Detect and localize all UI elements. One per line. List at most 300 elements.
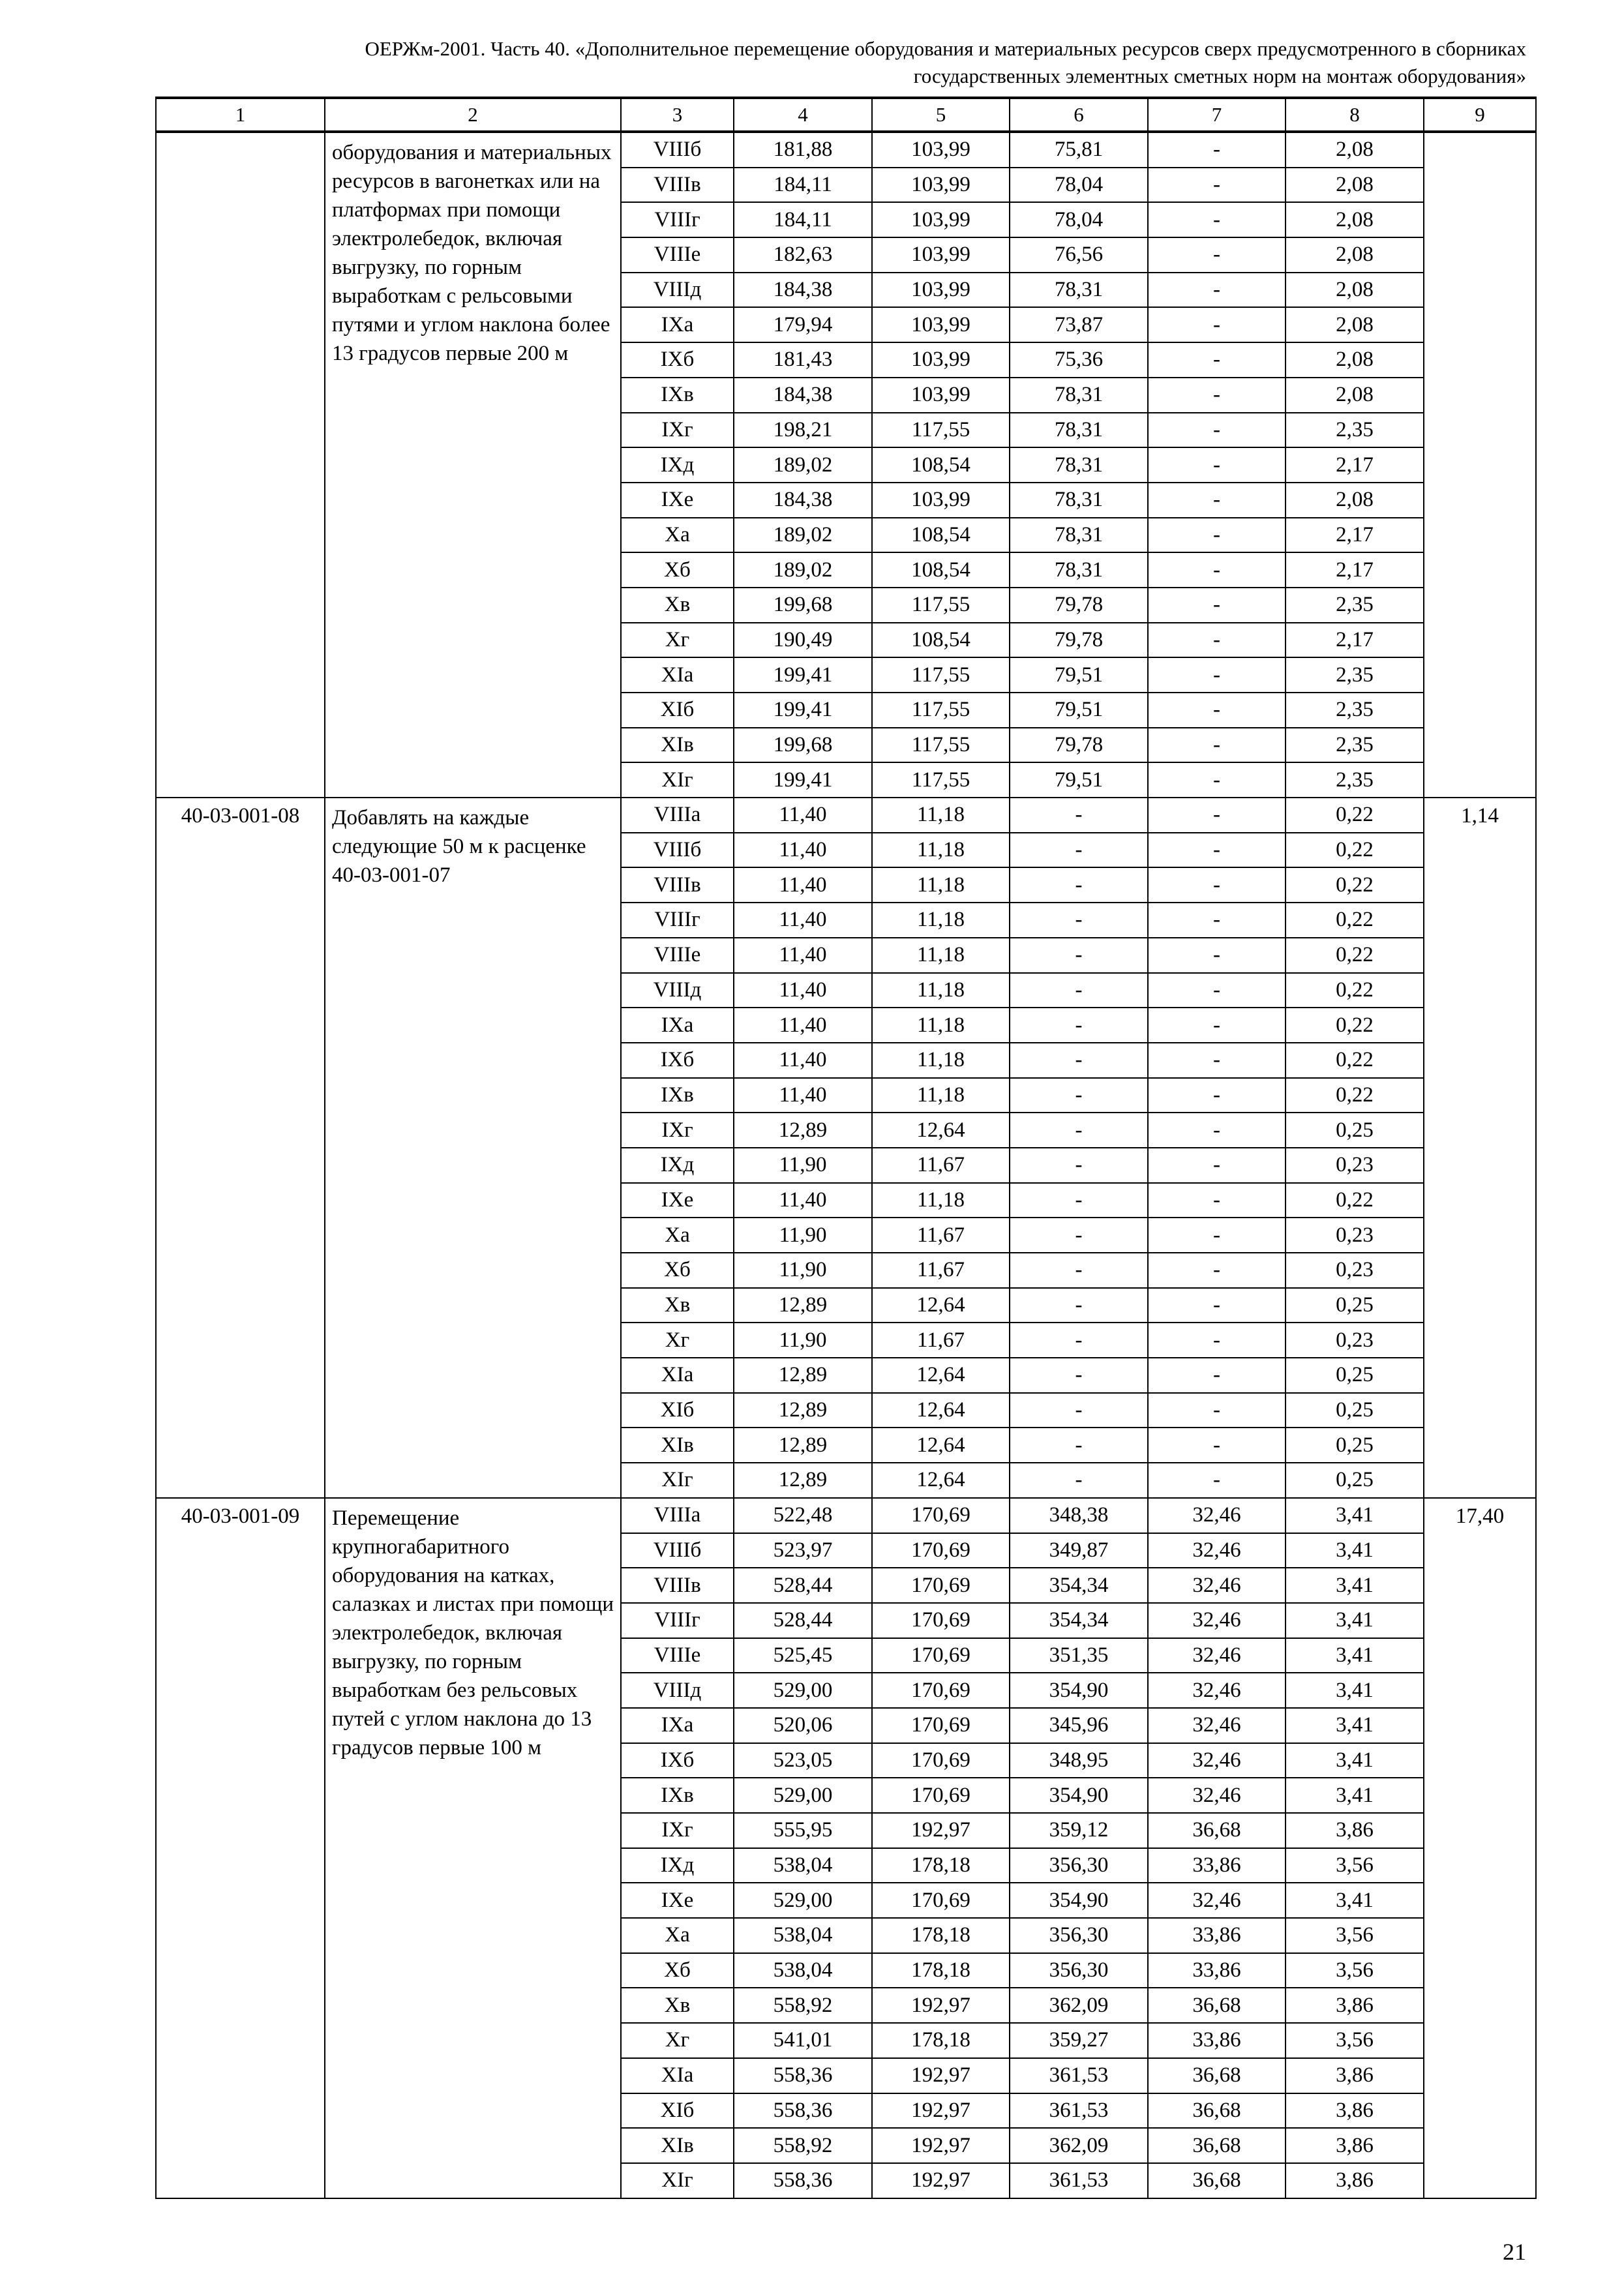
zone-cell: XIб bbox=[621, 693, 734, 728]
total-cost-cell: 189,02 bbox=[734, 552, 872, 588]
total-cost-cell: 189,02 bbox=[734, 447, 872, 483]
rate-description: оборудования и материальных ресурсов в вагонетках или на платформах при помощи электролебедок, включая выгрузку, по горным выработкам с рельсовыми путями и углом наклона более 13 градусов первые 200 м bbox=[325, 132, 621, 798]
labor-hours-cell: 3,86 bbox=[1286, 2058, 1424, 2093]
machine-cost-cell: 79,51 bbox=[1010, 657, 1148, 693]
rate-code bbox=[156, 132, 325, 798]
labor-hours-cell: 2,17 bbox=[1286, 518, 1424, 553]
machine-cost-cell: 79,51 bbox=[1010, 762, 1148, 798]
column-number: 6 bbox=[1010, 98, 1148, 132]
operator-pay-cell: - bbox=[1148, 588, 1286, 623]
labor-cost-cell: 170,69 bbox=[872, 1673, 1010, 1708]
labor-cost-cell: 192,97 bbox=[872, 1813, 1010, 1848]
machine-cost-cell: - bbox=[1010, 1463, 1148, 1498]
machine-cost-cell: 348,38 bbox=[1010, 1498, 1148, 1533]
machine-cost-cell: 345,96 bbox=[1010, 1708, 1148, 1743]
labor-hours-cell: 2,08 bbox=[1286, 132, 1424, 168]
zone-cell: XIв bbox=[621, 1428, 734, 1463]
total-cost-cell: 199,41 bbox=[734, 657, 872, 693]
operator-pay-cell: 36,68 bbox=[1148, 2058, 1286, 2093]
zone-cell: IXа bbox=[621, 307, 734, 342]
labor-cost-cell: 170,69 bbox=[872, 1743, 1010, 1778]
labor-hours-cell: 0,25 bbox=[1286, 1463, 1424, 1498]
labor-hours-cell: 2,35 bbox=[1286, 413, 1424, 448]
zone-cell: IXд bbox=[621, 1848, 734, 1883]
labor-cost-cell: 103,99 bbox=[872, 273, 1010, 308]
operator-pay-cell: - bbox=[1148, 378, 1286, 413]
operator-pay-cell: - bbox=[1148, 762, 1286, 798]
labor-hours-cell: 3,41 bbox=[1286, 1743, 1424, 1778]
total-cost-cell: 558,92 bbox=[734, 1988, 872, 2023]
labor-cost-cell: 192,97 bbox=[872, 2163, 1010, 2198]
operator-pay-cell: - bbox=[1148, 973, 1286, 1008]
machine-cost-cell: 361,53 bbox=[1010, 2093, 1148, 2129]
machine-cost-cell: - bbox=[1010, 1113, 1148, 1148]
labor-cost-cell: 108,54 bbox=[872, 552, 1010, 588]
labor-hours-cell: 0,23 bbox=[1286, 1253, 1424, 1288]
labor-cost-cell: 11,18 bbox=[872, 867, 1010, 903]
labor-hours-cell: 3,41 bbox=[1286, 1603, 1424, 1638]
labor-hours-cell: 0,22 bbox=[1286, 798, 1424, 833]
total-cost-cell: 11,40 bbox=[734, 938, 872, 973]
zone-cell: XIб bbox=[621, 1393, 734, 1428]
zone-cell: IXг bbox=[621, 413, 734, 448]
zone-cell: VIIIг bbox=[621, 1603, 734, 1638]
labor-hours-cell: 0,25 bbox=[1286, 1288, 1424, 1323]
labor-hours-cell: 2,08 bbox=[1286, 237, 1424, 273]
machine-cost-cell: 76,56 bbox=[1010, 237, 1148, 273]
labor-cost-cell: 12,64 bbox=[872, 1393, 1010, 1428]
column-number: 3 bbox=[621, 98, 734, 132]
machine-cost-cell: - bbox=[1010, 903, 1148, 938]
labor-hours-cell: 3,41 bbox=[1286, 1533, 1424, 1568]
machine-cost-cell: 75,81 bbox=[1010, 132, 1148, 168]
operator-pay-cell: - bbox=[1148, 867, 1286, 903]
total-cost-cell: 181,43 bbox=[734, 342, 872, 378]
zone-cell: XIв bbox=[621, 2128, 734, 2163]
machine-cost-cell: 78,04 bbox=[1010, 202, 1148, 237]
operator-pay-cell: - bbox=[1148, 1288, 1286, 1323]
total-cost-cell: 12,89 bbox=[734, 1288, 872, 1323]
zone-cell: IXа bbox=[621, 1008, 734, 1043]
machine-cost-cell: 79,78 bbox=[1010, 728, 1148, 763]
labor-cost-cell: 103,99 bbox=[872, 132, 1010, 168]
machine-cost-cell: - bbox=[1010, 1043, 1148, 1078]
operator-pay-cell: - bbox=[1148, 693, 1286, 728]
labor-cost-cell: 108,54 bbox=[872, 518, 1010, 553]
column-number: 9 bbox=[1424, 98, 1536, 132]
total-cost-cell: 181,88 bbox=[734, 132, 872, 168]
labor-hours-cell: 0,23 bbox=[1286, 1323, 1424, 1358]
column-number: 5 bbox=[872, 98, 1010, 132]
labor-hours-cell: 2,35 bbox=[1286, 693, 1424, 728]
total-cost-cell: 528,44 bbox=[734, 1603, 872, 1638]
zone-cell: VIIIа bbox=[621, 798, 734, 833]
labor-cost-cell: 103,99 bbox=[872, 202, 1010, 237]
labor-hours-cell: 0,22 bbox=[1286, 1043, 1424, 1078]
labor-cost-cell: 192,97 bbox=[872, 2128, 1010, 2163]
operator-pay-cell: - bbox=[1148, 237, 1286, 273]
labor-hours-cell: 2,08 bbox=[1286, 307, 1424, 342]
operator-pay-cell: 33,86 bbox=[1148, 1848, 1286, 1883]
column-number: 2 bbox=[325, 98, 621, 132]
operator-pay-cell: - bbox=[1148, 1253, 1286, 1288]
machine-cost-cell: 361,53 bbox=[1010, 2163, 1148, 2198]
machine-cost-cell: 359,27 bbox=[1010, 2023, 1148, 2058]
operator-pay-cell: 36,68 bbox=[1148, 2093, 1286, 2129]
zone-cell: Xа bbox=[621, 518, 734, 553]
total-cost-cell: 11,40 bbox=[734, 1183, 872, 1218]
total-cost-cell: 11,90 bbox=[734, 1253, 872, 1288]
machine-cost-cell: - bbox=[1010, 973, 1148, 1008]
zone-cell: Xг bbox=[621, 2023, 734, 2058]
operator-pay-cell: - bbox=[1148, 903, 1286, 938]
labor-cost-cell: 192,97 bbox=[872, 1988, 1010, 2023]
labor-cost-cell: 12,64 bbox=[872, 1288, 1010, 1323]
labor-cost-cell: 11,18 bbox=[872, 1078, 1010, 1113]
rate-code: 40-03-001-09 bbox=[156, 1498, 325, 2198]
total-cost-cell: 11,40 bbox=[734, 798, 872, 833]
operator-pay-cell: - bbox=[1148, 307, 1286, 342]
operator-pay-cell: - bbox=[1148, 1323, 1286, 1358]
labor-hours-cell: 2,08 bbox=[1286, 378, 1424, 413]
labor-cost-cell: 103,99 bbox=[872, 168, 1010, 203]
machine-cost-cell: 362,09 bbox=[1010, 2128, 1148, 2163]
labor-hours-cell: 2,35 bbox=[1286, 657, 1424, 693]
operator-pay-cell: - bbox=[1148, 1148, 1286, 1183]
operator-pay-cell: - bbox=[1148, 1463, 1286, 1498]
machine-cost-cell: 79,51 bbox=[1010, 693, 1148, 728]
machinist-hours-cell bbox=[1424, 132, 1536, 798]
labor-cost-cell: 11,67 bbox=[872, 1323, 1010, 1358]
labor-cost-cell: 170,69 bbox=[872, 1708, 1010, 1743]
labor-cost-cell: 11,18 bbox=[872, 1183, 1010, 1218]
machine-cost-cell: 79,78 bbox=[1010, 623, 1148, 658]
labor-cost-cell: 170,69 bbox=[872, 1883, 1010, 1918]
machine-cost-cell: 78,31 bbox=[1010, 483, 1148, 518]
machine-cost-cell: 356,30 bbox=[1010, 1848, 1148, 1883]
operator-pay-cell: - bbox=[1148, 657, 1286, 693]
machine-cost-cell: 79,78 bbox=[1010, 588, 1148, 623]
total-cost-cell: 520,06 bbox=[734, 1708, 872, 1743]
labor-cost-cell: 11,18 bbox=[872, 938, 1010, 973]
labor-hours-cell: 2,17 bbox=[1286, 447, 1424, 483]
operator-pay-cell: 32,46 bbox=[1148, 1743, 1286, 1778]
total-cost-cell: 12,89 bbox=[734, 1113, 872, 1148]
total-cost-cell: 184,38 bbox=[734, 378, 872, 413]
total-cost-cell: 12,89 bbox=[734, 1463, 872, 1498]
labor-hours-cell: 3,56 bbox=[1286, 1953, 1424, 1988]
operator-pay-cell: - bbox=[1148, 552, 1286, 588]
labor-hours-cell: 3,86 bbox=[1286, 1813, 1424, 1848]
total-cost-cell: 538,04 bbox=[734, 1918, 872, 1953]
rates-table bbox=[155, 97, 1537, 2199]
labor-hours-cell: 3,41 bbox=[1286, 1883, 1424, 1918]
total-cost-cell: 558,36 bbox=[734, 2163, 872, 2198]
column-number: 1 bbox=[156, 98, 325, 132]
labor-cost-cell: 103,99 bbox=[872, 307, 1010, 342]
total-cost-cell: 558,92 bbox=[734, 2128, 872, 2163]
operator-pay-cell: 32,46 bbox=[1148, 1673, 1286, 1708]
labor-hours-cell: 2,17 bbox=[1286, 552, 1424, 588]
machine-cost-cell: 78,31 bbox=[1010, 518, 1148, 553]
zone-cell: XIб bbox=[621, 2093, 734, 2129]
total-cost-cell: 525,45 bbox=[734, 1638, 872, 1673]
operator-pay-cell: - bbox=[1148, 938, 1286, 973]
total-cost-cell: 558,36 bbox=[734, 2093, 872, 2129]
labor-cost-cell: 117,55 bbox=[872, 657, 1010, 693]
machine-cost-cell: - bbox=[1010, 1148, 1148, 1183]
total-cost-cell: 541,01 bbox=[734, 2023, 872, 2058]
zone-cell: IXв bbox=[621, 1778, 734, 1813]
operator-pay-cell: - bbox=[1148, 728, 1286, 763]
labor-hours-cell: 2,08 bbox=[1286, 483, 1424, 518]
machine-cost-cell: - bbox=[1010, 1183, 1148, 1218]
total-cost-cell: 184,38 bbox=[734, 273, 872, 308]
labor-cost-cell: 12,64 bbox=[872, 1463, 1010, 1498]
machine-cost-cell: 354,34 bbox=[1010, 1568, 1148, 1603]
operator-pay-cell: 33,86 bbox=[1148, 1918, 1286, 1953]
zone-cell: Xв bbox=[621, 1988, 734, 2023]
labor-cost-cell: 108,54 bbox=[872, 623, 1010, 658]
labor-cost-cell: 117,55 bbox=[872, 728, 1010, 763]
total-cost-cell: 199,41 bbox=[734, 762, 872, 798]
labor-hours-cell: 3,56 bbox=[1286, 2023, 1424, 2058]
labor-hours-cell: 2,08 bbox=[1286, 273, 1424, 308]
operator-pay-cell: 32,46 bbox=[1148, 1638, 1286, 1673]
zone-cell: Xб bbox=[621, 1953, 734, 1988]
labor-cost-cell: 103,99 bbox=[872, 342, 1010, 378]
labor-hours-cell: 2,17 bbox=[1286, 623, 1424, 658]
labor-cost-cell: 11,18 bbox=[872, 973, 1010, 1008]
operator-pay-cell: - bbox=[1148, 833, 1286, 868]
operator-pay-cell: 32,46 bbox=[1148, 1498, 1286, 1533]
machine-cost-cell: 359,12 bbox=[1010, 1813, 1148, 1848]
total-cost-cell: 199,41 bbox=[734, 693, 872, 728]
machine-cost-cell: - bbox=[1010, 1428, 1148, 1463]
header-line-1: ОЕРЖм-2001. Часть 40. «Дополнительное перемещение оборудования и материальных ресурсов сверх предусмотренного в сборниках bbox=[365, 37, 1526, 60]
zone-cell: IXе bbox=[621, 1183, 734, 1218]
zone-cell: XIа bbox=[621, 657, 734, 693]
zone-cell: VIIIе bbox=[621, 938, 734, 973]
labor-hours-cell: 3,41 bbox=[1286, 1673, 1424, 1708]
total-cost-cell: 11,40 bbox=[734, 1043, 872, 1078]
labor-cost-cell: 117,55 bbox=[872, 413, 1010, 448]
operator-pay-cell: - bbox=[1148, 1078, 1286, 1113]
labor-hours-cell: 0,23 bbox=[1286, 1218, 1424, 1253]
zone-cell: VIIIа bbox=[621, 1498, 734, 1533]
operator-pay-cell: - bbox=[1148, 1218, 1286, 1253]
machine-cost-cell: - bbox=[1010, 1253, 1148, 1288]
total-cost-cell: 529,00 bbox=[734, 1778, 872, 1813]
zone-cell: VIIIв bbox=[621, 1568, 734, 1603]
zone-cell: IXб bbox=[621, 342, 734, 378]
operator-pay-cell: - bbox=[1148, 1183, 1286, 1218]
operator-pay-cell: - bbox=[1148, 1428, 1286, 1463]
column-number: 4 bbox=[734, 98, 872, 132]
total-cost-cell: 11,40 bbox=[734, 867, 872, 903]
labor-hours-cell: 0,25 bbox=[1286, 1393, 1424, 1428]
labor-hours-cell: 2,35 bbox=[1286, 728, 1424, 763]
labor-cost-cell: 103,99 bbox=[872, 483, 1010, 518]
zone-cell: VIIIе bbox=[621, 237, 734, 273]
zone-cell: XIа bbox=[621, 2058, 734, 2093]
zone-cell: VIIIг bbox=[621, 903, 734, 938]
total-cost-cell: 555,95 bbox=[734, 1813, 872, 1848]
labor-hours-cell: 0,22 bbox=[1286, 938, 1424, 973]
zone-cell: Xб bbox=[621, 1253, 734, 1288]
zone-cell: VIIIе bbox=[621, 1638, 734, 1673]
rate-description: Перемещение крупногабаритного оборудования на катках, салазках и листах при помощи электролебедок, включая выгрузку, по горным выработкам без рельсовых путей с углом наклона до 13 градусов первые 100 м bbox=[325, 1498, 621, 2198]
machine-cost-cell: - bbox=[1010, 833, 1148, 868]
total-cost-cell: 11,40 bbox=[734, 903, 872, 938]
table-row bbox=[156, 1498, 1536, 1533]
zone-cell: VIIIг bbox=[621, 202, 734, 237]
table-row bbox=[156, 132, 1536, 168]
labor-cost-cell: 178,18 bbox=[872, 1848, 1010, 1883]
total-cost-cell: 522,48 bbox=[734, 1498, 872, 1533]
labor-hours-cell: 2,35 bbox=[1286, 588, 1424, 623]
zone-cell: XIа bbox=[621, 1358, 734, 1393]
machine-cost-cell: 354,90 bbox=[1010, 1883, 1148, 1918]
labor-cost-cell: 11,67 bbox=[872, 1253, 1010, 1288]
labor-hours-cell: 2,08 bbox=[1286, 168, 1424, 203]
labor-hours-cell: 3,41 bbox=[1286, 1778, 1424, 1813]
machine-cost-cell: 356,30 bbox=[1010, 1953, 1148, 1988]
machine-cost-cell: 348,95 bbox=[1010, 1743, 1148, 1778]
rate-code: 40-03-001-08 bbox=[156, 798, 325, 1498]
machine-cost-cell: 73,87 bbox=[1010, 307, 1148, 342]
labor-cost-cell: 170,69 bbox=[872, 1498, 1010, 1533]
zone-cell: IXа bbox=[621, 1708, 734, 1743]
machine-cost-cell: 354,34 bbox=[1010, 1603, 1148, 1638]
zone-cell: VIIIд bbox=[621, 973, 734, 1008]
operator-pay-cell: 33,86 bbox=[1148, 1953, 1286, 1988]
machine-cost-cell: 78,31 bbox=[1010, 552, 1148, 588]
machine-cost-cell: 78,04 bbox=[1010, 168, 1148, 203]
zone-cell: Xв bbox=[621, 1288, 734, 1323]
labor-hours-cell: 2,08 bbox=[1286, 342, 1424, 378]
machinist-hours-cell: 1,14 bbox=[1424, 798, 1536, 1498]
total-cost-cell: 528,44 bbox=[734, 1568, 872, 1603]
total-cost-cell: 11,90 bbox=[734, 1323, 872, 1358]
labor-cost-cell: 11,67 bbox=[872, 1218, 1010, 1253]
operator-pay-cell: 32,46 bbox=[1148, 1603, 1286, 1638]
operator-pay-cell: 36,68 bbox=[1148, 2128, 1286, 2163]
machine-cost-cell: 361,53 bbox=[1010, 2058, 1148, 2093]
machine-cost-cell: 349,87 bbox=[1010, 1533, 1148, 1568]
total-cost-cell: 538,04 bbox=[734, 1953, 872, 1988]
column-number: 8 bbox=[1286, 98, 1424, 132]
labor-cost-cell: 103,99 bbox=[872, 237, 1010, 273]
labor-hours-cell: 0,22 bbox=[1286, 1183, 1424, 1218]
operator-pay-cell: - bbox=[1148, 798, 1286, 833]
labor-hours-cell: 0,22 bbox=[1286, 1008, 1424, 1043]
labor-cost-cell: 170,69 bbox=[872, 1603, 1010, 1638]
operator-pay-cell: 32,46 bbox=[1148, 1568, 1286, 1603]
total-cost-cell: 184,11 bbox=[734, 168, 872, 203]
labor-cost-cell: 170,69 bbox=[872, 1568, 1010, 1603]
labor-hours-cell: 2,08 bbox=[1286, 202, 1424, 237]
zone-cell: IXб bbox=[621, 1743, 734, 1778]
total-cost-cell: 11,40 bbox=[734, 1008, 872, 1043]
zone-cell: XIг bbox=[621, 2163, 734, 2198]
labor-cost-cell: 11,18 bbox=[872, 798, 1010, 833]
labor-cost-cell: 192,97 bbox=[872, 2058, 1010, 2093]
operator-pay-cell: - bbox=[1148, 1043, 1286, 1078]
machine-cost-cell: - bbox=[1010, 1393, 1148, 1428]
labor-hours-cell: 3,41 bbox=[1286, 1708, 1424, 1743]
labor-cost-cell: 178,18 bbox=[872, 2023, 1010, 2058]
labor-cost-cell: 11,67 bbox=[872, 1148, 1010, 1183]
operator-pay-cell: - bbox=[1148, 1008, 1286, 1043]
machine-cost-cell: 75,36 bbox=[1010, 342, 1148, 378]
zone-cell: XIв bbox=[621, 728, 734, 763]
total-cost-cell: 529,00 bbox=[734, 1673, 872, 1708]
machine-cost-cell: - bbox=[1010, 1008, 1148, 1043]
labor-cost-cell: 11,18 bbox=[872, 1008, 1010, 1043]
operator-pay-cell: - bbox=[1148, 447, 1286, 483]
machine-cost-cell: 78,31 bbox=[1010, 447, 1148, 483]
total-cost-cell: 523,05 bbox=[734, 1743, 872, 1778]
machine-cost-cell: - bbox=[1010, 938, 1148, 973]
operator-pay-cell: 36,68 bbox=[1148, 2163, 1286, 2198]
labor-cost-cell: 178,18 bbox=[872, 1953, 1010, 1988]
labor-hours-cell: 3,41 bbox=[1286, 1498, 1424, 1533]
machine-cost-cell: - bbox=[1010, 867, 1148, 903]
labor-hours-cell: 0,25 bbox=[1286, 1428, 1424, 1463]
total-cost-cell: 182,63 bbox=[734, 237, 872, 273]
operator-pay-cell: 32,46 bbox=[1148, 1883, 1286, 1918]
labor-hours-cell: 3,86 bbox=[1286, 2093, 1424, 2129]
column-number: 7 bbox=[1148, 98, 1286, 132]
machine-cost-cell: 78,31 bbox=[1010, 413, 1148, 448]
operator-pay-cell: 32,46 bbox=[1148, 1533, 1286, 1568]
zone-cell: Xа bbox=[621, 1918, 734, 1953]
labor-hours-cell: 0,22 bbox=[1286, 833, 1424, 868]
machine-cost-cell: 78,31 bbox=[1010, 378, 1148, 413]
labor-cost-cell: 12,64 bbox=[872, 1428, 1010, 1463]
operator-pay-cell: - bbox=[1148, 168, 1286, 203]
zone-cell: XIг bbox=[621, 1463, 734, 1498]
total-cost-cell: 179,94 bbox=[734, 307, 872, 342]
zone-cell: IXд bbox=[621, 447, 734, 483]
total-cost-cell: 189,02 bbox=[734, 518, 872, 553]
machine-cost-cell: 78,31 bbox=[1010, 273, 1148, 308]
operator-pay-cell: - bbox=[1148, 1113, 1286, 1148]
labor-cost-cell: 108,54 bbox=[872, 447, 1010, 483]
labor-hours-cell: 0,22 bbox=[1286, 903, 1424, 938]
labor-cost-cell: 117,55 bbox=[872, 588, 1010, 623]
zone-cell: VIIIб bbox=[621, 132, 734, 168]
zone-cell: VIIIв bbox=[621, 867, 734, 903]
operator-pay-cell: - bbox=[1148, 483, 1286, 518]
operator-pay-cell: - bbox=[1148, 518, 1286, 553]
labor-cost-cell: 170,69 bbox=[872, 1533, 1010, 1568]
page-number: 21 bbox=[1503, 2239, 1526, 2265]
labor-cost-cell: 11,18 bbox=[872, 1043, 1010, 1078]
zone-cell: IXб bbox=[621, 1043, 734, 1078]
machine-cost-cell: - bbox=[1010, 1358, 1148, 1393]
column-number-row bbox=[156, 98, 1536, 132]
labor-cost-cell: 11,18 bbox=[872, 833, 1010, 868]
zone-cell: IXе bbox=[621, 483, 734, 518]
labor-cost-cell: 178,18 bbox=[872, 1918, 1010, 1953]
zone-cell: IXд bbox=[621, 1148, 734, 1183]
total-cost-cell: 12,89 bbox=[734, 1358, 872, 1393]
total-cost-cell: 529,00 bbox=[734, 1883, 872, 1918]
labor-hours-cell: 0,22 bbox=[1286, 867, 1424, 903]
zone-cell: Xг bbox=[621, 1323, 734, 1358]
